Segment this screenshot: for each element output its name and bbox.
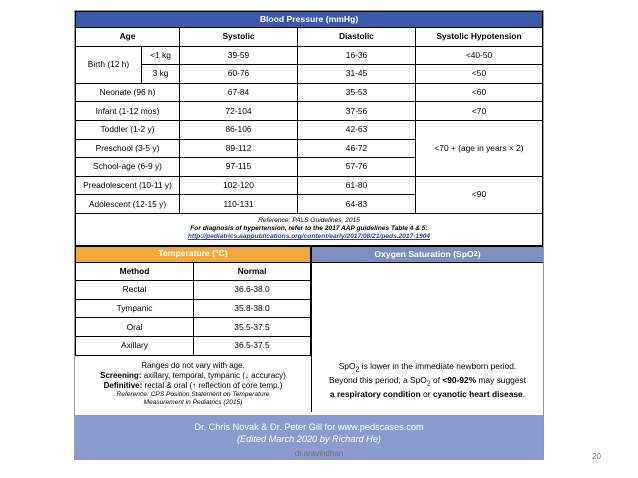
normal-cell: 36.5-37.5 — [194, 337, 311, 356]
table-row — [76, 65, 543, 84]
age-cell: Toddler (1-2 y) — [76, 120, 180, 139]
diastolic-cell: 42-63 — [298, 120, 416, 139]
age-cell: Infant (1-12 mos) — [76, 102, 180, 121]
bp-reference-link[interactable]: http://pediatrics.aappublications.org/content/early/2017/08/21/peds.2017-1904 — [187, 233, 431, 241]
age-cell: Neonate (96 h) — [76, 83, 180, 102]
lower-section — [75, 246, 543, 412]
page-number: 20 — [592, 452, 601, 461]
o2-cyanotic: cyanotic heart disease — [432, 388, 523, 399]
hypotension-merged-cell: <90 — [416, 176, 543, 213]
table-row — [76, 46, 543, 65]
bp-reference-line2: For diagnosis of hypertension, refer to the 2017 AAP guidelines Table 4 & 5: — [190, 225, 428, 233]
temp-reference-line1: Reference: CPS Position Statement on Temperature — [116, 390, 270, 398]
temp-reference-line2: Measurement in Pediatrics (2015) — [143, 398, 243, 406]
diastolic-cell: 61-80 — [298, 176, 416, 195]
temp-title: Temperature (°C) — [76, 246, 311, 262]
birth-weight: 3 kg — [142, 65, 180, 84]
screening-label: Screening: — [100, 370, 142, 380]
o2-respiratory: a respiratory condition — [329, 388, 421, 399]
systolic-cell: 67-84 — [180, 83, 298, 102]
temperature-table — [75, 246, 311, 356]
credits-line1: Dr. Chris Novak & Dr. Peter Gill for www.pedscases.com — [194, 422, 424, 432]
o2-title — [312, 246, 543, 263]
o2-title-text: Oxygen Saturation (SpO — [374, 249, 474, 260]
hypotension-cell: <70 — [416, 102, 543, 121]
method-cell: Axillary — [76, 337, 194, 356]
systolic-cell: 86-106 — [180, 120, 298, 139]
diastolic-cell: 64-83 — [298, 195, 416, 214]
diastolic-cell: 57-76 — [298, 158, 416, 177]
systolic-cell: 102-120 — [180, 176, 298, 195]
bp-header-age: Age — [76, 28, 180, 47]
definitive-text: rectal & oral (↑ reflection of core temp.) — [144, 380, 283, 390]
bp-reference — [76, 213, 543, 245]
o2-text: may suggest — [476, 374, 526, 385]
birth-weight: <1 kg — [142, 46, 180, 65]
temperature-section — [75, 246, 311, 412]
diastolic-cell: 46-72 — [298, 139, 416, 158]
birth-label: Birth (12 h) — [76, 46, 142, 83]
table-row — [76, 318, 311, 337]
o2-sub: 2 — [355, 366, 360, 374]
age-cell: Preschool (3-5 y) — [76, 139, 180, 158]
vital-signs-card — [74, 10, 544, 460]
table-row — [76, 120, 543, 139]
hypotension-cell: <60 — [416, 83, 543, 102]
bp-header-hypotension: Systolic Hypotension — [416, 28, 543, 47]
table-row — [76, 299, 311, 318]
slide-author: dr.aravindhan — [294, 449, 344, 458]
o2-text: is lower in the immediate newborn period. — [359, 360, 517, 371]
systolic-cell: 110-131 — [180, 195, 298, 214]
o2-sub: 2 — [426, 380, 431, 388]
age-cell: School-age (6-9 y) — [76, 158, 180, 177]
hypotension-cell: <50 — [416, 65, 543, 84]
o2-title-end: ) — [477, 249, 481, 260]
o2-text: . — [522, 388, 526, 399]
bp-reference-line1: Reference: PALS Guidelines, 2015 — [258, 216, 360, 224]
diastolic-cell: 35-53 — [298, 83, 416, 102]
bp-header-systolic: Systolic — [180, 28, 298, 47]
hypotension-cell: <40-50 — [416, 46, 543, 65]
temp-note: Ranges do not vary with age. — [141, 360, 245, 370]
normal-cell: 35.8-38.0 — [194, 299, 311, 318]
normal-cell: 35.5-37.5 — [194, 318, 311, 337]
table-row — [76, 102, 543, 121]
credits-line2: (Edited March 2020 by Richard He) — [236, 434, 381, 445]
systolic-cell: 60-76 — [180, 65, 298, 84]
bp-header-diastolic: Diastolic — [298, 28, 416, 47]
age-cell: Adolescent (12-15 y) — [76, 195, 180, 214]
table-row — [76, 83, 543, 102]
table-row — [76, 337, 311, 356]
table-row — [76, 176, 543, 195]
method-cell: Oral — [76, 318, 194, 337]
o2-text: or — [420, 388, 433, 399]
bp-title: Blood Pressure (mmHg) — [76, 12, 543, 28]
systolic-cell: 89-112 — [180, 139, 298, 158]
method-cell: Rectal — [76, 281, 194, 300]
temp-header-normal: Normal — [194, 262, 311, 281]
age-cell: Preadolescent (10-11 y) — [76, 176, 180, 195]
table-row — [76, 281, 311, 300]
blood-pressure-table — [75, 11, 543, 246]
diastolic-cell: 31-45 — [298, 65, 416, 84]
normal-cell: 36.6-38.0 — [194, 281, 311, 300]
hypotension-merged-cell: <70 + (age in years × 2) — [416, 120, 543, 176]
o2-title-sub: 2 — [473, 250, 478, 259]
o2-text: Beyond this period, a SpO — [329, 374, 427, 385]
temp-header-method: Method — [76, 262, 194, 281]
definitive-label: Definitive: — [103, 380, 143, 390]
diastolic-cell: 37-56 — [298, 102, 416, 121]
o2-text: of — [430, 374, 443, 385]
o2-text: SpO — [338, 360, 356, 371]
systolic-cell: 97-115 — [180, 158, 298, 177]
o2-threshold: <90-92% — [442, 374, 477, 385]
diastolic-cell: 16-36 — [298, 46, 416, 65]
oxygen-section — [311, 246, 543, 412]
o2-description — [312, 361, 543, 401]
systolic-cell: 72-104 — [180, 102, 298, 121]
systolic-cell: 39-59 — [180, 46, 298, 65]
method-cell: Tympanic — [76, 299, 194, 318]
temperature-notes — [75, 356, 311, 412]
screening-text: axillary, temporal, tympanic (↓ accuracy) — [143, 370, 286, 380]
